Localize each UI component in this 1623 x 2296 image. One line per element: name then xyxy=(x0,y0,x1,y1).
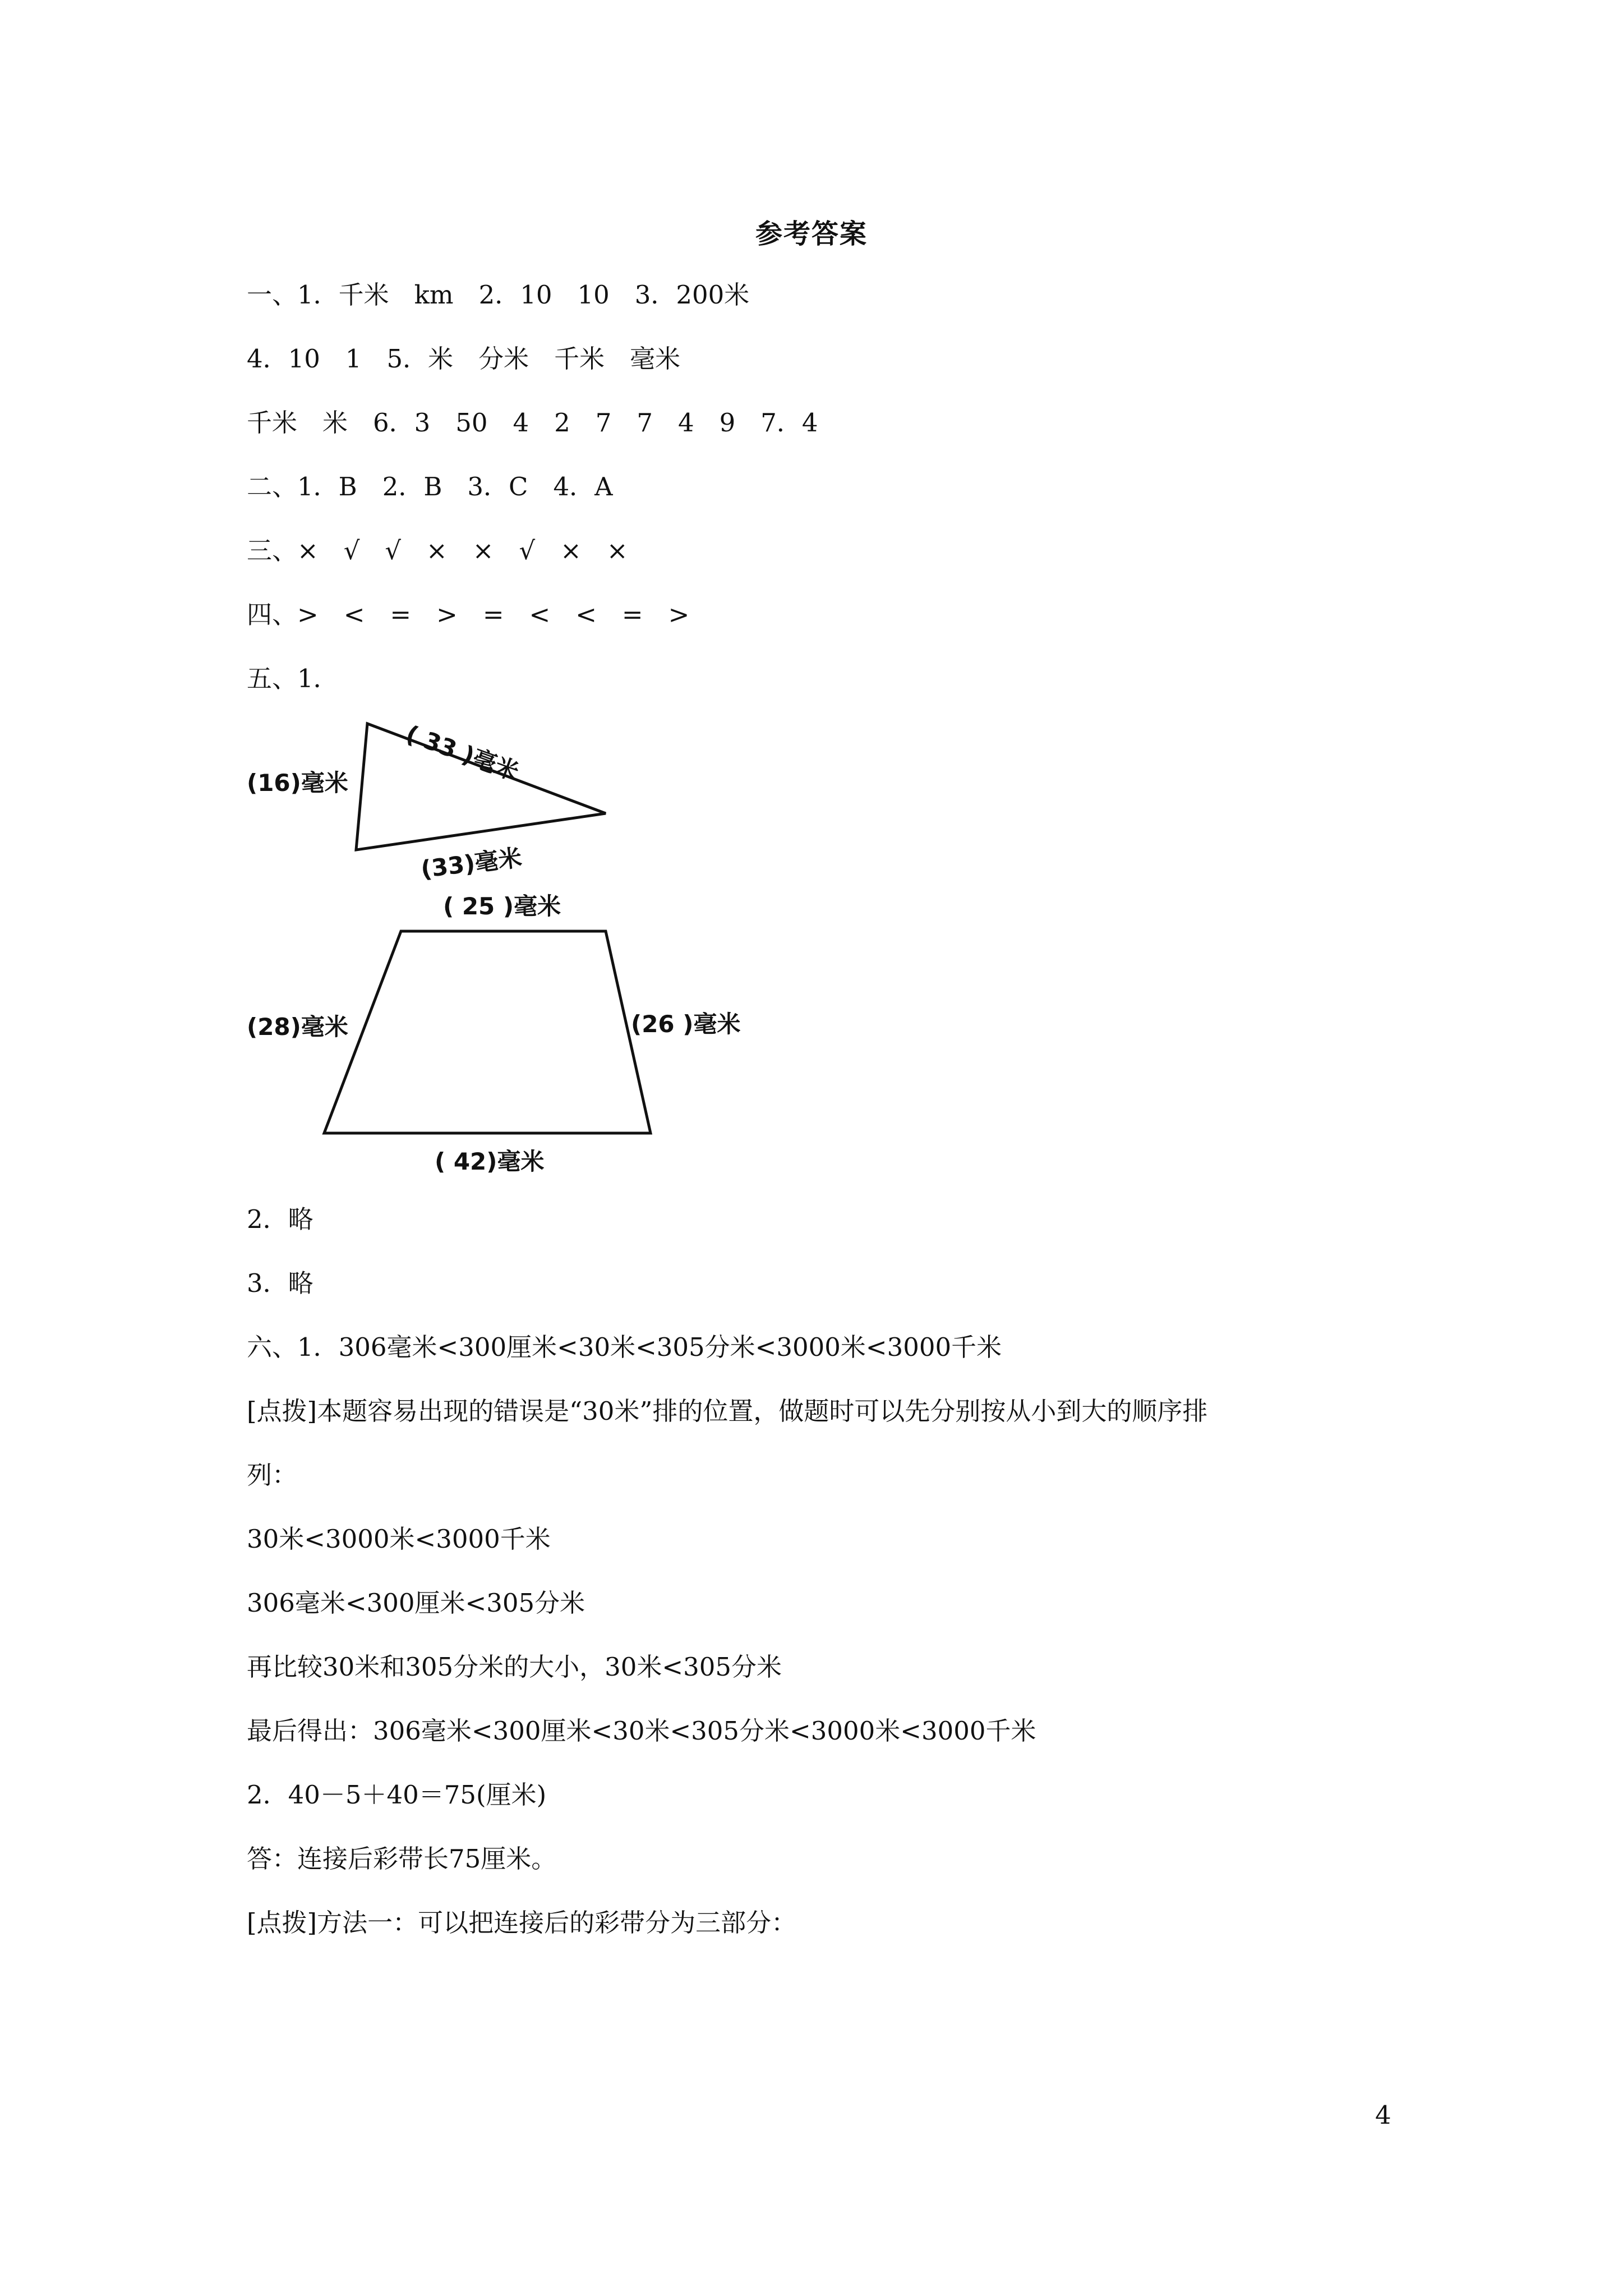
answer-line-1: 一、1．千米 km 2．10 10 3．200米 xyxy=(247,280,750,310)
answer-line-4: 二、1．B 2．B 3．C 4．A xyxy=(247,472,613,501)
answer-line-13: 30米<3000米<3000千米 xyxy=(247,1524,551,1554)
answer-line-7: 五、1． xyxy=(247,664,339,693)
trapezoid-figure xyxy=(241,886,802,1178)
triangle-label-bottom: (33)毫米 xyxy=(419,843,524,884)
answer-line-9: 3．略 xyxy=(247,1268,313,1298)
answer-line-12: 列： xyxy=(247,1460,298,1490)
answer-line-17: 2．40－5＋40＝75(厘米) xyxy=(247,1780,547,1810)
trapezoid-label-left: (28)毫米 xyxy=(247,1013,348,1041)
trapezoid-label-bottom: ( 42)毫米 xyxy=(435,1148,545,1175)
triangle-label-top: ( 33 )毫米 xyxy=(402,720,523,786)
answer-line-16: 最后得出：306毫米<300厘米<30米<305分米<3000米<3000千米 xyxy=(247,1716,1036,1746)
answer-line-19: [点拨]方法一：可以把连接后的彩带分为三部分： xyxy=(247,1908,797,1938)
answer-line-14: 306毫米<300厘米<305分米 xyxy=(247,1588,585,1618)
triangle-figure xyxy=(241,712,634,884)
answer-line-8: 2．略 xyxy=(247,1204,313,1234)
triangle-label-left: (16)毫米 xyxy=(247,769,348,797)
answer-line-6: 四、> < = > = < < = > xyxy=(247,600,690,629)
answer-line-18: 答：连接后彩带长75厘米。 xyxy=(247,1844,557,1874)
answer-line-2: 4．10 1 5．米 分米 千米 毫米 xyxy=(247,344,681,374)
page-number: 4 xyxy=(1375,2100,1391,2130)
page-title: 参考答案 xyxy=(755,218,868,250)
trapezoid-label-right: (26 )毫米 xyxy=(631,1010,741,1038)
answer-line-11: [点拨]本题容易出现的错误是“30米”排的位置，做题时可以先分别按从小到大的顺序排 xyxy=(247,1396,1208,1426)
answer-line-10: 六、1．306毫米<300厘米<30米<305分米<3000米<3000千米 xyxy=(247,1332,1002,1362)
answer-line-5: 三、× √ √ × × √ × × xyxy=(247,536,628,565)
answer-line-3: 千米 米 6．3 50 4 2 7 7 4 9 7．4 xyxy=(247,408,818,438)
trapezoid-shape xyxy=(324,931,651,1133)
trapezoid-label-top: ( 25 )毫米 xyxy=(443,892,561,920)
answer-line-15: 再比较30米和305分米的大小，30米<305分米 xyxy=(247,1652,782,1682)
triangle-shape xyxy=(356,724,606,850)
